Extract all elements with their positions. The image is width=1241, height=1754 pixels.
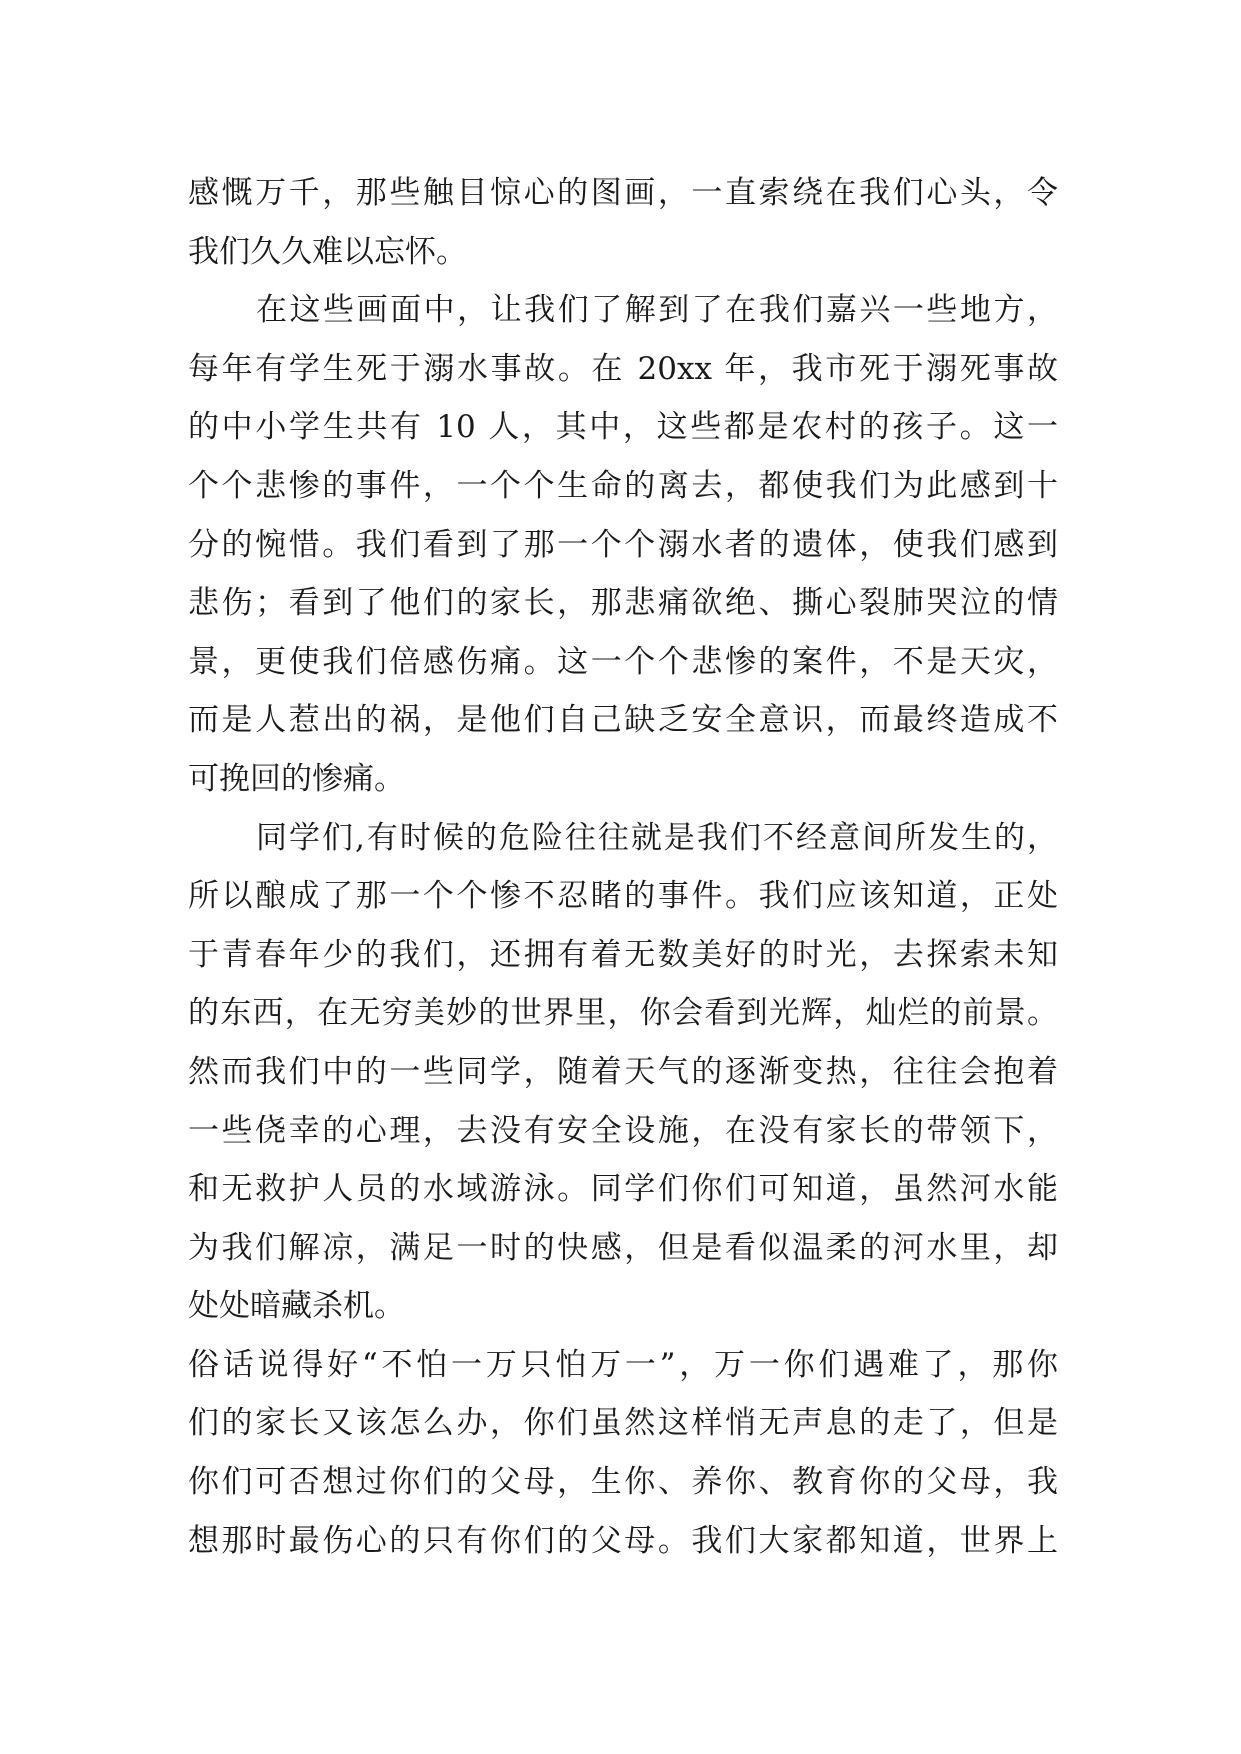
- text-line: 的中小学生共有 10 人，其中，这些都是农村的孩子。这一: [188, 409, 1058, 446]
- text-line: 为我们解凉，满足一时的快感，但是看似温柔的河水里，却: [188, 1229, 1058, 1266]
- text-line: 和无救护人员的水域游泳。同学们你们可知道，虽然河水能: [188, 1171, 1058, 1208]
- text-line: 个个悲惨的事件，一个个生命的离去，都使我们为此感到十: [188, 467, 1058, 504]
- text-line: 感慨万千，那些触目惊心的图画，一直索绕在我们心头，令: [188, 175, 1058, 211]
- text-line: 然而我们中的一些同学，随着天气的逐渐变热，往往会抱着: [188, 1053, 1058, 1090]
- text-line: 俗话说得好“不怕一万只怕万一”，万一你们遇难了，那你: [188, 1346, 1058, 1383]
- text-line: 同学们,有时候的危险往往就是我们不经意间所发生的，: [256, 819, 1058, 856]
- text-line: 的东西，在无穷美妙的世界里，你会看到光辉，灿烂的前景。: [188, 995, 1058, 1032]
- text-line: 悲伤；看到了他们的家长，那悲痛欲绝、撕心裂肺哭泣的情: [188, 585, 1058, 622]
- text-line: 分的惋惜。我们看到了那一个个溺水者的遗体，使我们感到: [188, 526, 1058, 563]
- text-line: 在这些画面中，让我们了解到了在我们嘉兴一些地方，: [256, 292, 1058, 329]
- text-line: 我们久久难以忘怀。: [188, 233, 467, 270]
- text-line: 于青春年少的我们，还拥有着无数美好的时光，去探索未知: [188, 936, 1058, 973]
- text-line: 每年有学生死于溺水事故。在 20xx 年，我市死于溺死事故: [188, 350, 1058, 387]
- text-line: 想那时最伤心的只有你们的父母。我们大家都知道，世界上: [188, 1522, 1058, 1559]
- document-body: [188, 164, 1058, 1570]
- text-line: 你们可否想过你们的父母，生你、养你、教育你的父母，我: [188, 1464, 1058, 1501]
- text-line: 可挽回的惨痛。: [188, 760, 405, 797]
- text-line: 而是人惹出的祸，是他们自己缺乏安全意识，而最终造成不: [188, 702, 1058, 739]
- text-line: 们的家长又该怎么办，你们虽然这样悄无声息的走了，但是: [188, 1405, 1058, 1442]
- text-line: 所以酿成了那一个个惨不忍睹的事件。我们应该知道，正处: [188, 878, 1058, 915]
- text-line: 景，更使我们倍感伤痛。这一个个悲惨的案件，不是天灾，: [188, 643, 1058, 680]
- text-line: 一些侥幸的心理，去没有安全设施，在没有家长的带领下，: [188, 1112, 1058, 1149]
- text-line: 处处暗藏杀机。: [188, 1288, 405, 1325]
